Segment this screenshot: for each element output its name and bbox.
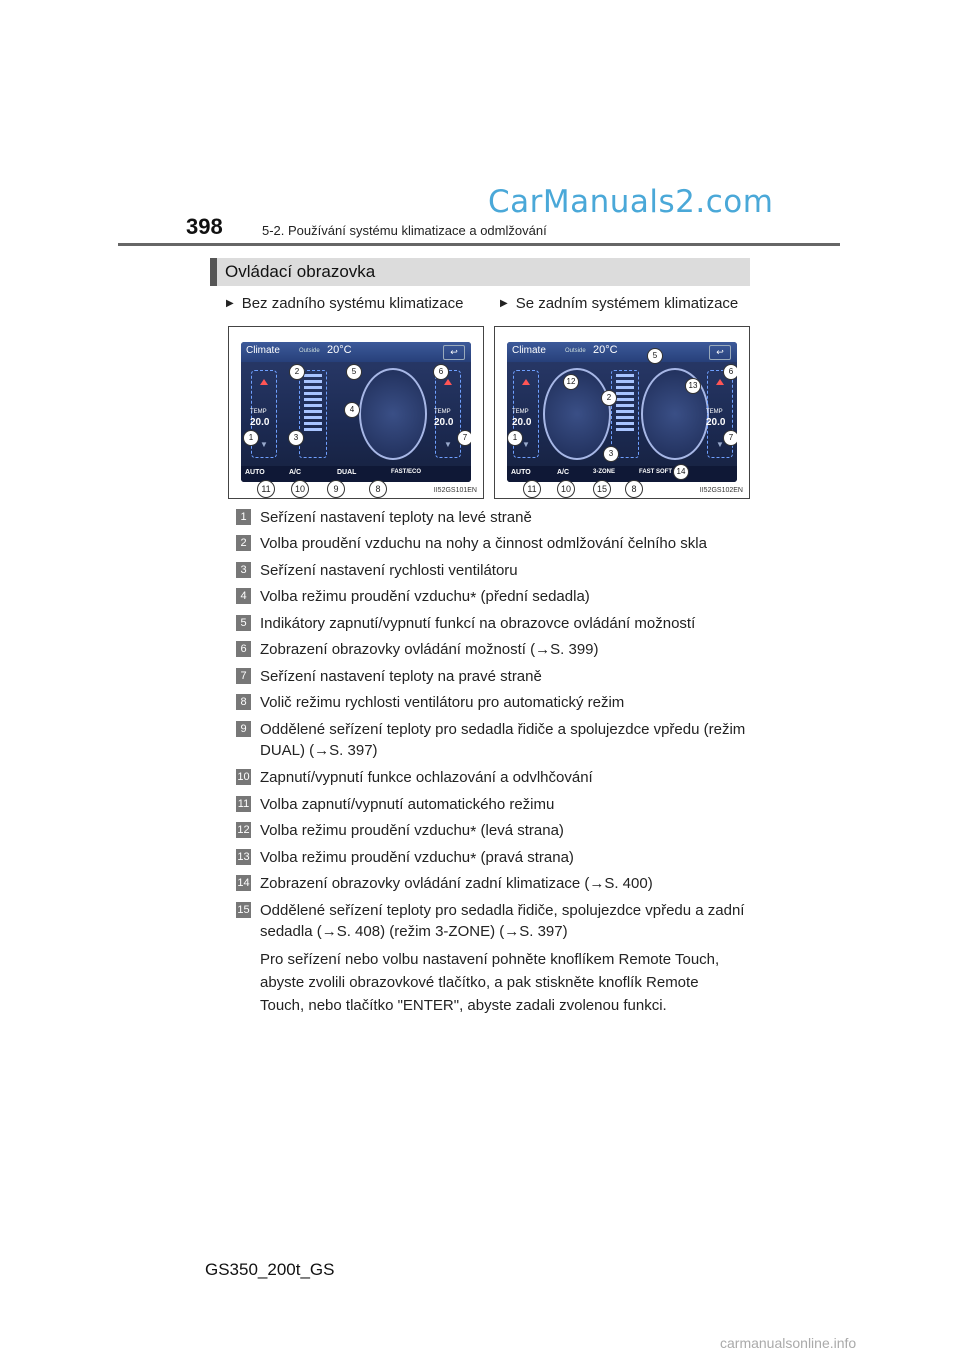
temp-down-icon: ▼ [260, 440, 268, 449]
item-text: Seřízení nastavení teploty na pravé straně [260, 668, 542, 685]
item-number: 6 [236, 641, 251, 657]
callout-9: 9 [327, 480, 345, 498]
callout-3: 3 [603, 446, 619, 462]
item-text: Seřízení nastavení teploty na levé straně [260, 509, 532, 526]
outside-temp: 20°C [593, 344, 618, 356]
item-number: 1 [236, 509, 251, 525]
temp-up-icon [522, 379, 530, 385]
callout-7: 7 [723, 430, 737, 446]
variant-left-label [226, 295, 463, 312]
figure-code: II52GS102EN [699, 487, 743, 494]
callout-3: 3 [288, 430, 304, 446]
item-text: Zobrazení obrazovky ovládání zadní klimatizace (→S. 400) [260, 875, 653, 892]
callout-13: 13 [685, 378, 701, 394]
item-text: Zobrazení obrazovky ovládání možností (→S. 399) [260, 641, 599, 658]
variant-left-text: Bez zadního systému klimatizace [241, 295, 464, 312]
callout-1: 1 [243, 430, 259, 446]
item-number: 8 [236, 694, 251, 710]
3-zone-button[interactable]: 3-ZONE [593, 469, 616, 475]
temp-down-icon: ▼ [716, 440, 724, 449]
airflow-dial[interactable] [359, 368, 427, 460]
callout-15: 15 [593, 480, 611, 498]
item-text: Indikátory zapnutí/vypnutí funkcí na obrazovce ovládání možností [260, 615, 696, 632]
figure-code: II52GS101EN [433, 487, 477, 494]
box-title: Ovládací obrazovka [225, 262, 376, 281]
item-number: 2 [236, 535, 251, 551]
screen-title: Climate [512, 345, 546, 356]
header-rule [118, 243, 840, 246]
callout-8: 8 [625, 480, 643, 498]
item-number: 5 [236, 615, 251, 631]
item-text: Oddělené seřízení teploty pro sedadla řidiče a spolujezdce vpředu (režim DUAL) (→S. 397) [260, 721, 746, 759]
callout-11: 11 [257, 480, 275, 498]
callout-5: 5 [647, 348, 663, 364]
item-number: 11 [237, 798, 250, 810]
fan-speed-control[interactable] [611, 370, 639, 458]
ac-button[interactable]: A/C [557, 469, 570, 476]
bottom-bar [507, 466, 737, 482]
callout-6: 6 [723, 364, 737, 380]
item-text: Zapnutí/vypnutí funkce ochlazování a odvlhčování [260, 769, 593, 786]
item-text: Volba režimu proudění vzduchu* (přední sedadla) [260, 588, 590, 607]
triangle-icon: ▶ [500, 298, 508, 309]
back-icon[interactable]: ↩ [443, 345, 465, 360]
triangle-icon: ▶ [226, 298, 234, 309]
variant-right-text: Se zadním systémem klimatizace [515, 295, 739, 312]
callout-8: 8 [369, 480, 387, 498]
item-text: Oddělené seřízení teploty pro sedadla řidiče, spolujezdce vpředu a zadní sedadla (→S. 408) (režim 3-ZONE) (→S. 397) [260, 902, 745, 940]
item-number: 14 [237, 877, 250, 889]
dual-button[interactable]: DUAL [337, 469, 357, 476]
auto-button[interactable]: AUTO [245, 469, 265, 476]
item-number: 13 [237, 851, 250, 863]
temp-label: TEMP [250, 409, 267, 415]
auto-button[interactable]: AUTO [511, 469, 531, 476]
callout-14: 14 [673, 464, 689, 480]
temp-label: TEMP [434, 409, 451, 415]
item-text: Volba proudění vzduchu na nohy a činnost odmlžování čelního skla [260, 535, 707, 552]
temp-up-icon [444, 379, 452, 385]
callout-11: 11 [523, 480, 541, 498]
temp-label: TEMP [512, 409, 529, 415]
item-number: 4 [236, 588, 251, 604]
item-number: 9 [236, 721, 251, 737]
variant-right-label [500, 295, 738, 312]
climate-screen-right [507, 342, 737, 482]
callout-1: 1 [507, 430, 523, 446]
callout-12: 12 [563, 374, 579, 390]
item-number: 15 [237, 904, 250, 916]
screenshot-right [494, 326, 750, 499]
temp-up-icon [716, 379, 724, 385]
item-text: Volič režimu rychlosti ventilátoru pro automatický režim [260, 694, 625, 711]
outside-temp: 20°C [327, 344, 352, 356]
temp-label: TEMP [706, 409, 723, 415]
screen-title: Climate [246, 345, 280, 356]
callout-2: 2 [601, 390, 617, 406]
callout-10: 10 [557, 480, 575, 498]
item-number: 3 [236, 562, 251, 578]
callout-5: 5 [346, 364, 362, 380]
climate-screen-left [241, 342, 471, 482]
screenshot-left [228, 326, 484, 499]
section-title: 5-2. Používání systému klimatizace a odmlžování [262, 223, 547, 238]
item-text: Volba režimu proudění vzduchu* (levá strana) [260, 822, 564, 841]
item-number: 7 [236, 668, 251, 684]
page-number: 398 [186, 214, 223, 239]
fast-eco-button[interactable]: FAST/ECO [391, 469, 422, 475]
callout-10: 10 [291, 480, 309, 498]
callout-4: 4 [344, 402, 360, 418]
watermark-bottom: carmanualsonline.info [720, 1335, 857, 1351]
temp-up-icon [260, 379, 268, 385]
fan-speed-control[interactable] [299, 370, 327, 458]
box-header [210, 258, 750, 286]
item-text: Volba zapnutí/vypnutí automatického režimu [260, 796, 555, 813]
note-paragraph: Pro seřízení nebo volbu nastavení pohněte knoflíkem Remote Touch, abyste zvolili obrazovkové tlačítko, a pak stiskněte knoflík Remote Touch, nebo tlačítko "ENTER", abyste zadali zvolenou funkci. [260, 951, 720, 1014]
temp-down-icon: ▼ [522, 440, 530, 449]
item-text: Volba režimu proudění vzduchu* (pravá strana) [260, 849, 574, 868]
watermark-logo: CarManuals2.com [488, 184, 774, 220]
item-text: Seřízení nastavení rychlosti ventilátoru [260, 562, 518, 579]
temp-left-value: 20.0 [250, 417, 270, 428]
callout-2: 2 [289, 364, 305, 380]
back-icon[interactable]: ↩ [709, 345, 731, 360]
temp-right-value: 20.0 [434, 417, 454, 428]
bottom-bar [241, 466, 471, 482]
outside-label: Outside [299, 348, 320, 354]
callout-7: 7 [457, 430, 471, 446]
temp-down-icon: ▼ [444, 440, 452, 449]
temp-left-value: 20.0 [512, 417, 532, 428]
ac-button[interactable]: A/C [289, 469, 302, 476]
item-number: 12 [237, 824, 250, 836]
temp-right-value: 20.0 [706, 417, 726, 428]
temp-right-control[interactable] [435, 370, 461, 458]
footer-code: GS350_200t_GS [205, 1260, 335, 1279]
item-number: 10 [237, 771, 250, 783]
fast-soft-button[interactable]: FAST SOFT [639, 469, 672, 475]
outside-label: Outside [565, 348, 586, 354]
callout-6: 6 [433, 364, 449, 380]
